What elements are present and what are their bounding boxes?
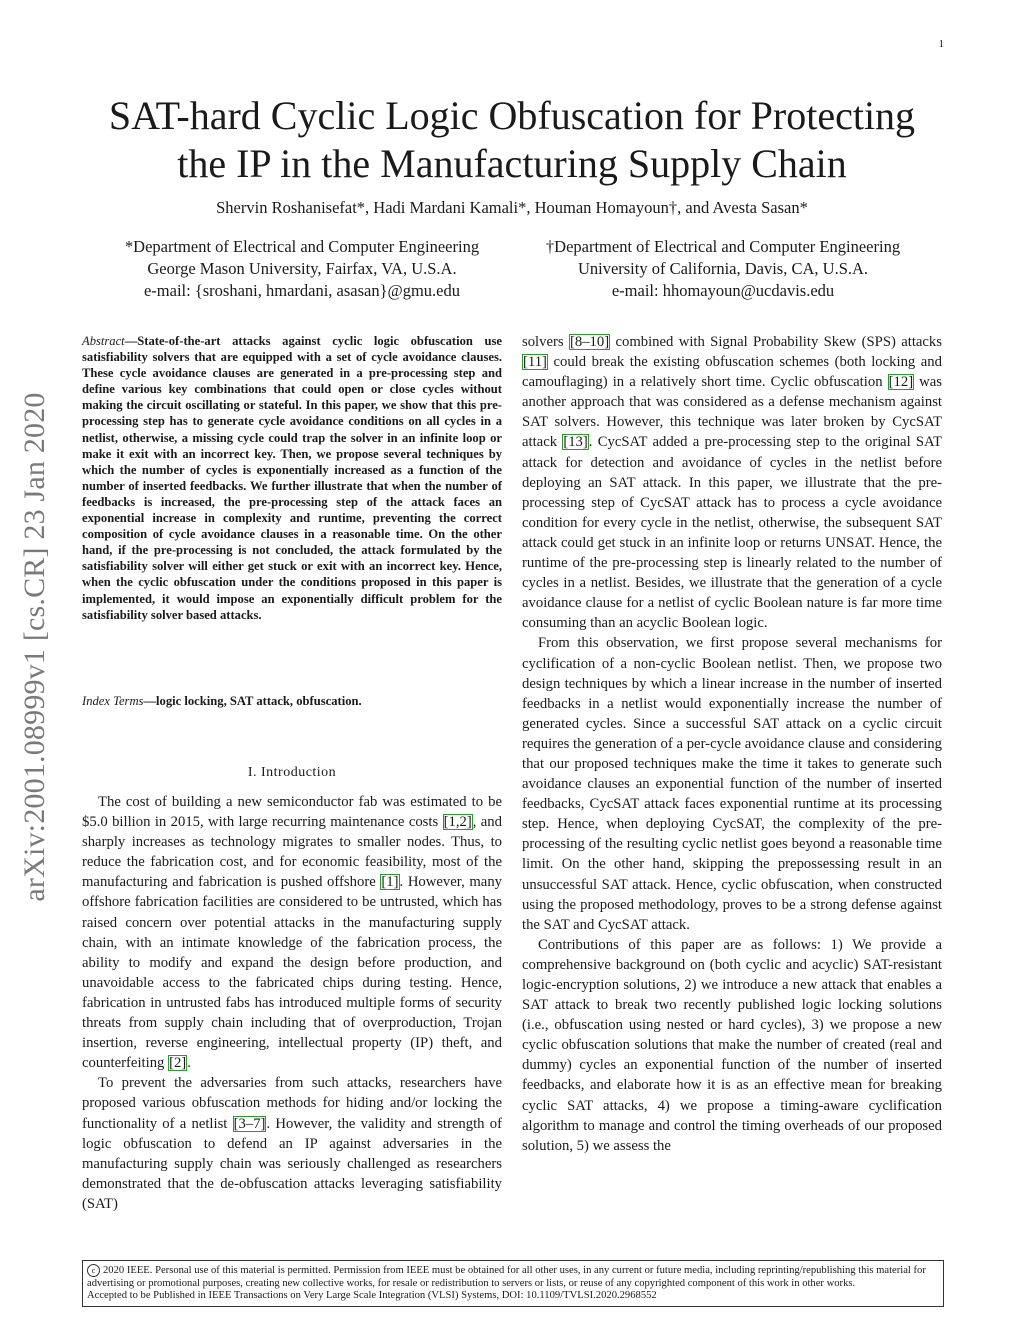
text-run: , and sharply increases as technology migrates to smaller nodes. Thus, to reduce the fabrication cost, and for economic feasibility, most of the manufacturing and fabrication is pushed offshore xyxy=(82,814,502,891)
abstract xyxy=(82,333,502,623)
index-terms xyxy=(82,694,502,709)
copyright-footer xyxy=(82,1260,944,1307)
text-run: To prevent the adversaries from such attacks, researchers have proposed various obfuscation methods for hiding and/or locking the functionality of a netlist xyxy=(82,1075,502,1132)
text-run: . xyxy=(187,1055,191,1072)
paragraph xyxy=(82,1073,502,1214)
affiliation-gmu xyxy=(92,236,512,302)
citation-link[interactable]: [8–10] xyxy=(569,334,610,350)
copyright-icon: c xyxy=(87,1264,100,1277)
paragraph: From this observation, we first propose several mechanisms for cyclification of a non-cyclic Boolean netlist. Then, we propose two design techniques by which a linear increase in the number of inserted feedbacks in a netlist would exponentially increase the number of generated cycles. Since a successful SAT attack on a cyclic circuit requires the generation of a per-cycle avoidance clause and considering that our proposed techniques make the time it takes to generate such avoidance clauses an exponential function of the number of inserted feedbacks, CycSAT attack faces exponential runtime at its processing step. Hence, when deploying CycSAT, the complexity of the pre-processing of the resulting cyclic netlist goes beyond a reasonable time limit. On the other hand, skipping the prepossessing result in an unsuccessful SAT attack. Hence, cyclic obfuscation, when constructed using the proposed methodology, proves to be a strong defense against the SAT and CycSAT attack. xyxy=(522,635,942,933)
title-line-2: the IP in the Manufacturing Supply Chain xyxy=(177,141,847,186)
text-run: could break the existing obfuscation schemes (both locking and camouflaging) in a relatively short time. Cyclic obfuscation xyxy=(522,354,942,391)
citation-link[interactable]: [3–7] xyxy=(233,1115,266,1132)
affiliation-email: e-mail: hhomayoun@ucdavis.edu xyxy=(611,281,835,300)
citation-link[interactable]: [13] xyxy=(563,434,588,451)
right-column-body xyxy=(522,332,942,1156)
paragraph xyxy=(82,792,502,1073)
author-list: Shervin Roshanisefat*, Hadi Mardani Kamali*, Houman Homayoun†, and Avesta Sasan* xyxy=(216,198,808,217)
text-run: solvers xyxy=(522,334,569,350)
index-terms-label: Index Terms xyxy=(82,694,144,708)
affiliation-dept: †Department of Electrical and Computer Engineering xyxy=(545,237,901,256)
index-terms-text: —logic locking, SAT attack, obfuscation. xyxy=(143,694,362,708)
citation-link[interactable]: [2] xyxy=(169,1055,187,1072)
text-run: . CycSAT added a pre-processing step to the original SAT attack for detection and avoidance of cycles in the netlist before deploying an SAT attack. In this paper, we illustrate that the pre-processing step of CycSAT attack has to process a cycle avoidance condition for every cycle in the netlist, otherwise, the subsequent SAT attack could get stuck in an infinite loop or returns UNSAT. Hence, the runtime of the pre-processing step is linearly related to the number of cycles in a netlist. Besides, we illustrate that the generation of a cycle avoidance clause for a netlist of cyclic Boolean nature is far more time consuming than an acyclic Boolean logic. xyxy=(522,434,943,632)
publication-notice: Accepted to be Published in IEEE Transactions on Very Large Scale Integration (VLSI) Systems, DOI: 10.1109/TVLSI.2020.2968552 xyxy=(87,1290,657,1302)
affiliation-university: George Mason University, Fairfax, VA, U.S.A. xyxy=(147,259,457,278)
citation-link[interactable]: [1,2] xyxy=(443,814,472,831)
arxiv-identifier: arXiv:2001.08999v1 [cs.CR] 23 Jan 2020 xyxy=(18,392,51,902)
arxiv-sidebar xyxy=(8,350,66,970)
title-line-1: SAT-hard Cyclic Logic Obfuscation for Protecting xyxy=(108,93,916,138)
text-run: . However, the validity and strength of logic obfuscation to defend an IP against adversaries in the manufacturing supply chain was seriously challenged as researchers demonstrated that the de-obfuscation attacks leveraging satisfiability (SAT) xyxy=(82,1115,502,1212)
affiliation-email: e-mail: {sroshani, hmardani, asasan}@gmu.edu xyxy=(143,281,461,300)
abstract-text: —State-of-the-art attacks against cyclic logic obfuscation use satisfiability solvers that are equipped with a set of cycle avoidance clauses. These cycle avoidance clauses are generated in a pre-processing step and define various key combinations that could open or close cycles without making the circuit oscillating or stateful. In this paper, we show that this pre-processing step has to generate cycle avoidance conditions on all cycles in a netlist, otherwise, a missing cycle could trap the solver in an infinite loop or make it exit with an incorrect key. Then, we propose several techniques by which the number of cycles is exponentially increased as a function of the number of inserted feedbacks. We further illustrate that when the number of feedbacks is increased, the pre-processing step of the attack faces an exponential increase in complexity and runtime, preventing the correct composition of cycle avoidance clauses in a reasonable time. On the other hand, if the pre-processing is not concluded, the attack formulated by the satisfiability solver will either get stuck or exit with an incorrect key. Hence, when the cyclic obfuscation under the conditions proposed in this paper is implemented, it would impose an exponentially difficult problem for the satisfiability solver based attacks. xyxy=(82,334,502,622)
citation-link[interactable]: [11] xyxy=(523,354,547,371)
affiliation-dept: *Department of Electrical and Computer Engineering xyxy=(124,237,480,256)
text-run: combined with Signal Probability Skew (SPS) attacks xyxy=(610,334,942,350)
paper-title xyxy=(60,92,964,188)
text-run: The cost of building a new semiconductor fab was estimated to be $5.0 billion in 2015, with large recurring maintenance costs xyxy=(82,794,502,831)
paragraph: Contributions of this paper are as follows: 1) We provide a comprehensive background on (both cyclic and acyclic) SAT-resistant logic-encryption solutions, 2) we introduce a new attack that enables a SAT attack to break two recently published logic locking solutions (i.e., obfuscation using nested or hard cycles), 3) we propose a new cyclic obfuscation solutions that make the number of created (real and dummy) cycles an exponential function of the number of inserted feedbacks, and elaborate how it is as an effective mean for breaking cyclic SAT attacks, 4) we propose a timing-aware cyclification algorithm to manage and control the timing overheads of our proposed solution, 5) we assess the xyxy=(522,936,942,1154)
citation-link[interactable]: [1] xyxy=(381,874,399,891)
paragraph xyxy=(522,332,942,633)
text-run: was another approach that was considered as a defense mechanism against SAT solvers. However, this technique was later broken by CycSAT attack xyxy=(522,374,943,451)
introduction-body xyxy=(82,792,502,1214)
affiliation-university: University of California, Davis, CA, U.S.A. xyxy=(577,259,869,278)
affiliation-ucdavis xyxy=(513,236,933,302)
copyright-text: 2020 IEEE. Personal use of this material is permitted. Permission from IEEE must be obtained for all other uses, in any current or future media, including reprinting/republishing this material for advertising or promotional purposes, creating new collective works, for resale or redistribution to servers or lists, or reuse of any copyrighted component of this work in other works. xyxy=(87,1265,926,1289)
page-number: 1 xyxy=(938,38,944,50)
abstract-label: Abstract xyxy=(82,334,125,348)
section-heading-introduction: I. Introduction xyxy=(247,765,337,780)
citation-link[interactable]: [12] xyxy=(888,374,914,391)
copyright-notice xyxy=(87,1264,939,1290)
text-run: . However, many offshore fabrication facilities are considered to be untrusted, which has raised concern over potential attacks in the manufacturing supply chain, with an intimate knowledge of the fabrication process, the ability to modify and expand the design before production, and unavoidable access to the fabricated chips during testing. Hence, fabrication in untrusted fabs has introduced multiple forms of security threats from supply chain including that of overproduction, Trojan insertion, reverse engineering, intellectual property (IP) theft, and counterfeiting xyxy=(82,874,503,1072)
